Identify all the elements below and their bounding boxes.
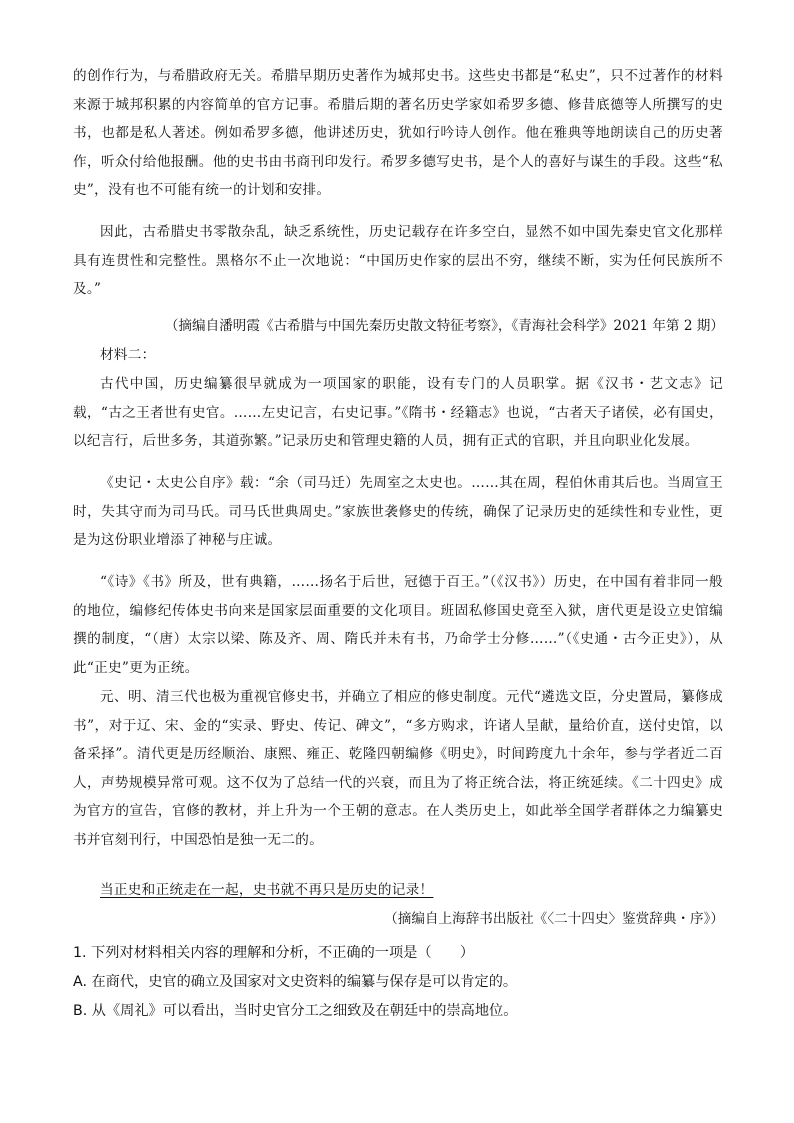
option-a[interactable]: A. 在商代，史官的确立及国家对文史资料的编纂与保存是可以肯定的。 bbox=[73, 974, 518, 990]
question-stem: 1. 下列对材料相关内容的理解和分析，不正确的一项是（ ） bbox=[73, 945, 475, 961]
paragraph-ancient-china-historians: 古代中国，历史编纂很早就成为一项国家的职能，设有专门的人员职掌。据《汉书・艺文志》记载，“古之王者世有史官。……左史记言，右史记事。”《隋书・经籍志》也说，“古者天子诸侯，必有国史，以纪言行，后世多务，其道弥繁。”记录历史和管理史籍的人员，拥有正式的官职，并且向职业化发展。 bbox=[73, 376, 723, 449]
material-two-label: 材料二： bbox=[100, 347, 156, 363]
option-b[interactable]: B. 从《周礼》可以看出，当时史官分工之细致及在朝廷中的崇高地位。 bbox=[73, 1003, 518, 1019]
source-citation-2: （摘编自上海辞书出版社《〈二十四史〉鉴赏辞典・序》） bbox=[384, 911, 724, 927]
underlined-conclusion: 当正史和正统走在一起，史书就不再只是历史的记录！ bbox=[100, 882, 434, 898]
paragraph-yuan-ming-qing: 元、明、清三代也极为重视官修史书，并确立了相应的修史制度。元代“遴选文臣，分史置局，纂修成书”，对于辽、宋、金的“实录、野史、传记、碑文”，“多方购求，许诸人呈献，量给价直，送付史馆，以备采择”。清代更是历经顺治、康熙、雍正、乾隆四朝编修《明史》，时间跨度九十余年，参与学者近二百人，声势规模异常可观。这不仅为了总结一代的兴衰，而且为了将正统合法，将正统延续。《二十四史》成为官方的宣告，官修的教材，并上升为一个王朝的意志。在人类历史上，如此举全国学者群体之力编纂史书并官刻刊行，中国恐怕是独一无二的。 bbox=[73, 689, 723, 848]
source-citation-1: （摘编自潘明霞《古希腊与中国先秦历史散文特征考察》，《青海社会科学》2021 年第 2 期） bbox=[164, 318, 724, 334]
paragraph-official-history: “《诗》《书》所及，世有典籍，……扬名于后世，冠德于百王。”（《汉书》）历史，在中国有着非同一般的地位，编修纪传体史书向来是国家层面重要的文化项目。班固私修国史竟至入狱，唐代更是设立史馆编撰的制度，“（唐）太宗以梁、陈及齐、周、隋氏并未有书，乃命学士分修……”（《史通・古今正史》），从此“正史”更为正统。 bbox=[73, 574, 723, 676]
paragraph-greek-conclusion: 因此，古希腊史书零散杂乱，缺乏系统性，历史记载存在许多空白，显然不如中国先秦史官文化那样具有连贯性和完整性。黑格尔不止一次地说：“中国历史作家的层出不穷，继续不断，实为任何民族所不及。” bbox=[73, 224, 723, 297]
paragraph-greek-private-history: 的创作行为，与希腊政府无关。希腊早期历史著作为城邦史书。这些史书都是“私史”，只不过著作的材料来源于城邦积累的内容简单的官方记事。希腊后期的著名历史学家如希罗多德、修昔底德等人所撰写的史书，也都是私人著述。例如希罗多德，他讲述历史，犹如行吟诗人创作。他在雅典等地朗读自己的历史著作，听众付给他报酬。他的史书由书商刊印发行。希罗多德写史书，是个人的喜好与谋生的手段。这些“私史”，没有也不可能有统一的计划和安排。 bbox=[73, 68, 723, 198]
paragraph-sima-qian: 《史记・太史公自序》载：“余（司马迁）先周室之太史也。……其在周，程伯休甫其后也。当周宣王时，失其守而为司马氏。司马氏世典周史。”家族世袭修史的传统，确保了记录历史的延续性和专业性，更是为这份职业增添了神秘与庄诚。 bbox=[73, 475, 723, 548]
